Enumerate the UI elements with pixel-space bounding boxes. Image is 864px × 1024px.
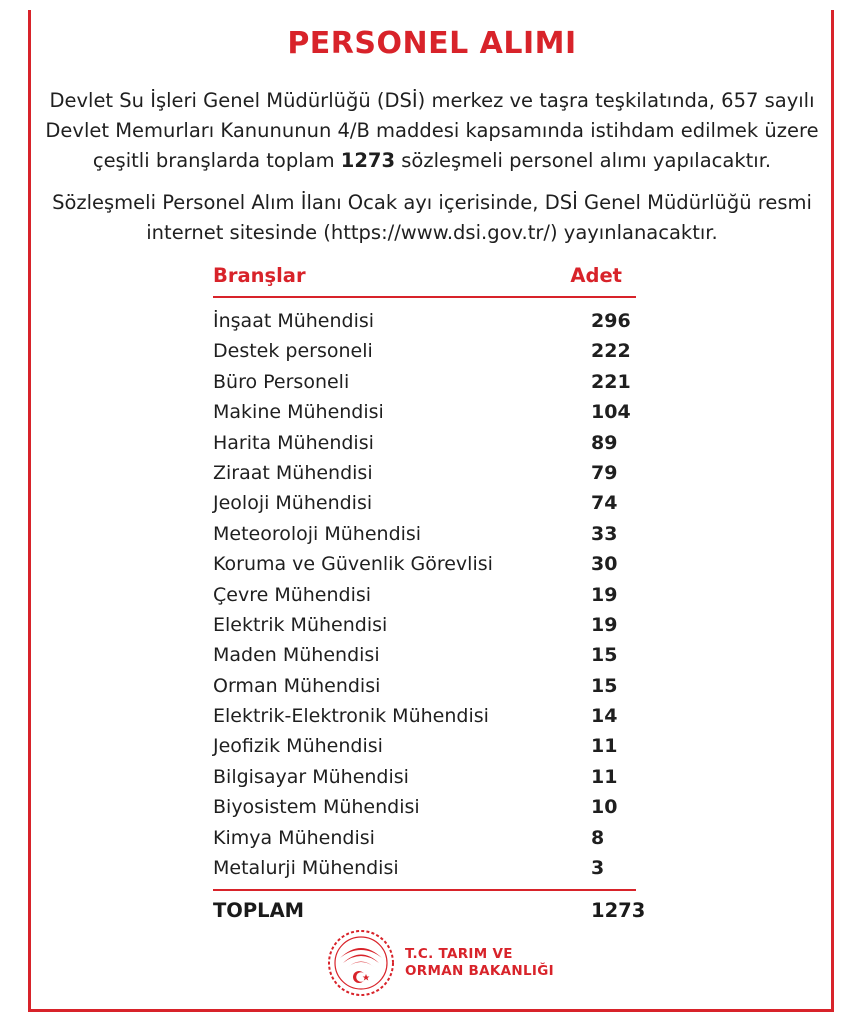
- branch-name: Meteoroloji Mühendisi: [213, 522, 422, 545]
- branch-count: 221: [591, 370, 631, 393]
- branch-name: Jeoloji Mühendisi: [213, 492, 373, 515]
- branch-count: 19: [591, 583, 618, 606]
- branch-name: Ziraat Mühendisi: [213, 461, 373, 484]
- ministry-emblem-icon: [326, 928, 396, 998]
- total-row: [213, 889, 646, 927]
- table-row: [213, 458, 636, 488]
- branch-count: 30: [591, 553, 618, 576]
- table-row: [213, 397, 636, 427]
- branch-name: Koruma ve Güvenlik Görevlisi: [213, 553, 493, 576]
- branch-count: 14: [591, 705, 618, 728]
- column-header-branch: Branşlar: [213, 264, 306, 287]
- branch-name: Biyosistem Mühendisi: [213, 796, 420, 819]
- branch-name: Harita Mühendisi: [213, 431, 374, 454]
- table-row: [213, 367, 636, 397]
- column-header-count: Adet: [570, 264, 622, 287]
- branch-count: 89: [591, 431, 618, 454]
- total-label: TOPLAM: [213, 899, 305, 923]
- ministry-name-line1: T.C. TARIM VE: [405, 946, 513, 962]
- table-row: [213, 671, 636, 701]
- announcement-paragraph: Sözleşmeli Personel Alım İlanı Ocak ayı içerisinde, DSİ Genel Müdürlüğü resmi internet sitesinde (https://www.dsi.gov.tr/) yayınlanacaktır.: [52, 191, 812, 244]
- table-row: [213, 792, 636, 822]
- table-row: [213, 853, 636, 883]
- branch-name: Büro Personeli: [213, 370, 350, 393]
- table-row: [213, 610, 636, 640]
- intro-paragraph: [40, 86, 824, 176]
- branch-name: Destek personeli: [213, 340, 373, 363]
- branch-name: Jeofizik Mühendisi: [213, 735, 383, 758]
- branch-name: İnşaat Mühendisi: [213, 310, 375, 332]
- branch-name: Makine Mühendisi: [213, 401, 384, 424]
- branch-count: 33: [591, 522, 618, 545]
- ministry-name-line2: ORMAN BAKANLIĞI: [405, 963, 554, 979]
- branch-name: Orman Mühendisi: [213, 674, 381, 697]
- branch-count: 79: [591, 461, 618, 484]
- branch-count: 11: [591, 735, 618, 758]
- branch-name: Çevre Mühendisi: [213, 583, 372, 606]
- table-row: [213, 762, 636, 792]
- table-row: [213, 306, 636, 336]
- branch-count: 3: [591, 857, 605, 880]
- branch-count: 11: [591, 765, 618, 788]
- branch-count: 296: [591, 310, 631, 332]
- intro-text-start: Devlet Su İşleri Genel Müdürlüğü (DSİ) merkez ve taşra teşkilatında, 657 sayılı Devlet Memurları Kanununun 4/B maddesi kapsamında istihdam edilmek üzere çeşitli branşlarda toplam: [45, 89, 819, 172]
- table-row: [213, 336, 636, 366]
- branch-name: Maden Mühendisi: [213, 644, 380, 667]
- total-value: 1273: [591, 899, 646, 923]
- page-title: PERSONEL ALIMI: [287, 26, 577, 61]
- branch-count: 10: [591, 796, 618, 819]
- ministry-name: [405, 946, 554, 980]
- branch-name: Bilgisayar Mühendisi: [213, 765, 409, 788]
- branch-name: Metalurji Mühendisi: [213, 857, 399, 880]
- table-row: [213, 823, 636, 853]
- intro-total-highlight: 1273: [340, 149, 396, 172]
- positions-table: [213, 262, 646, 927]
- table-row: [213, 580, 636, 610]
- table-row: [213, 701, 636, 731]
- table-row: [213, 549, 636, 579]
- intro-text-end: sözleşmeli personel alımı yapılacaktır.: [395, 149, 772, 172]
- table-header: [213, 262, 636, 298]
- table-row: [213, 640, 636, 670]
- branch-name: Kimya Mühendisi: [213, 826, 375, 849]
- branch-count: 15: [591, 644, 618, 667]
- branch-name: Elektrik-Elektronik Mühendisi: [213, 705, 489, 728]
- branch-name: Elektrik Mühendisi: [213, 613, 388, 636]
- table-row: [213, 731, 636, 761]
- branch-count: 222: [591, 340, 631, 363]
- table-body: [213, 306, 636, 883]
- table-row: [213, 519, 636, 549]
- branch-count: 15: [591, 674, 618, 697]
- branch-count: 104: [591, 401, 631, 424]
- branch-count: 19: [591, 613, 618, 636]
- table-row: [213, 488, 636, 518]
- table-row: [213, 428, 636, 458]
- branch-count: 8: [591, 826, 605, 849]
- branch-count: 74: [591, 492, 618, 515]
